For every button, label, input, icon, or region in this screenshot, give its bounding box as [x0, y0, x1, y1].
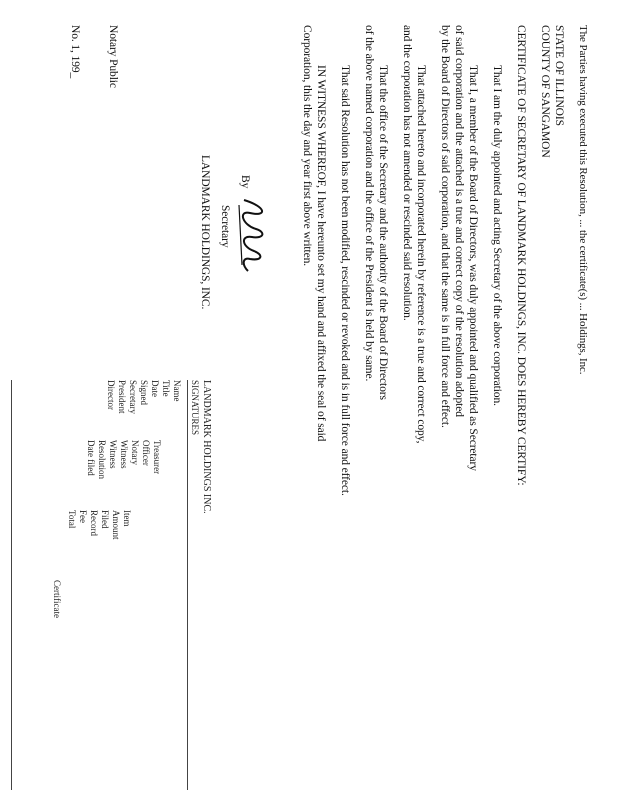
- paragraph-3b: and the corporation has not amended or rescinded said resolution.: [401, 25, 413, 321]
- paragraph-2a: That I, a member of the Board of Directors, was duly appointed and qualified as Secretary: [467, 65, 479, 471]
- date-line: No. 1, 199_: [69, 25, 81, 79]
- paragraph-1: That I am the duly appointed and acting Secretary of the above corporation.: [491, 65, 503, 406]
- county-line: COUNTY OF SANGAMON: [539, 25, 551, 158]
- cell: Date filed: [86, 440, 96, 476]
- side-footer: Certificate: [52, 580, 62, 618]
- cell: Resolution: [97, 440, 107, 480]
- cell: Amount: [111, 510, 121, 540]
- paragraph-6b: Corporation, this the day and year first above written.: [301, 25, 313, 267]
- cell: Date: [150, 380, 160, 397]
- table-rule: [187, 380, 188, 790]
- certify-line: CERTIFICATE OF SECRETARY OF LANDMARK HOLDINGS, INC. DOES HEREBY CERTIFY:: [515, 25, 527, 486]
- cell: Director: [106, 380, 116, 410]
- paragraph-4b: of the above named corporation and the office of the President is held by same.: [363, 25, 375, 382]
- paragraph-2b: of said corporation and the attached is a true and correct copy of the resolution adopted: [453, 25, 465, 417]
- paragraph-4a: That the office of the Secretary and the authority of the Board of Directors: [377, 65, 389, 400]
- paragraph-6a: IN WITNESS WHEREOF, I have hereunto set my hand and affixed the seal of said: [315, 65, 327, 442]
- cell: Secretary: [128, 380, 138, 414]
- paragraph-2c: by the Board of Directors of said corporation, and that the same is in full force and effect.: [439, 25, 451, 428]
- cell: Title: [161, 380, 171, 397]
- cell: Record: [89, 510, 99, 536]
- side-table: [2, 380, 212, 800]
- signature-title: Secretary: [219, 205, 231, 248]
- cell: Filed: [100, 510, 110, 529]
- side-col-1: [105, 380, 182, 414]
- cell: Witness: [108, 440, 118, 469]
- side-col-2: [85, 440, 162, 479]
- document-top-line: The Parties having executed this Resolution, ... the certificate(s) ... Holdings, Inc.: [577, 25, 589, 375]
- paragraph-3a: That attached hereto and incorporated herein by reference is a true and correct copy,: [415, 65, 427, 444]
- company-signature-line: LANDMARK HOLDINGS, INC.: [199, 155, 211, 310]
- cell: Name: [172, 380, 182, 402]
- handwritten-signature: [232, 195, 272, 275]
- cell: Total: [67, 510, 77, 529]
- notary-block: [68, 25, 120, 88]
- cell: Notary: [130, 440, 140, 465]
- cell: Treasurer: [152, 440, 162, 475]
- signature-by-label: By: [239, 175, 251, 189]
- side-table-header: SIGNATURES: [190, 380, 200, 436]
- state-line: STATE OF ILLINOIS: [553, 25, 565, 126]
- cell: Witness: [119, 440, 129, 469]
- cell: Fee: [78, 510, 88, 523]
- cell: Item: [122, 510, 132, 527]
- cell: Signed: [139, 380, 149, 406]
- cell: Officer: [141, 440, 151, 466]
- notary-label: Notary Public: [107, 25, 119, 88]
- paragraph-5: That said Resolution has not been modified, rescinded or revoked and is in full force and effect.: [339, 65, 351, 496]
- cell: President: [117, 380, 127, 414]
- table-bottom-rule: [11, 380, 12, 790]
- side-table-title: LANDMARK HOLDINGS INC.: [201, 380, 212, 514]
- side-col-3: [66, 510, 132, 540]
